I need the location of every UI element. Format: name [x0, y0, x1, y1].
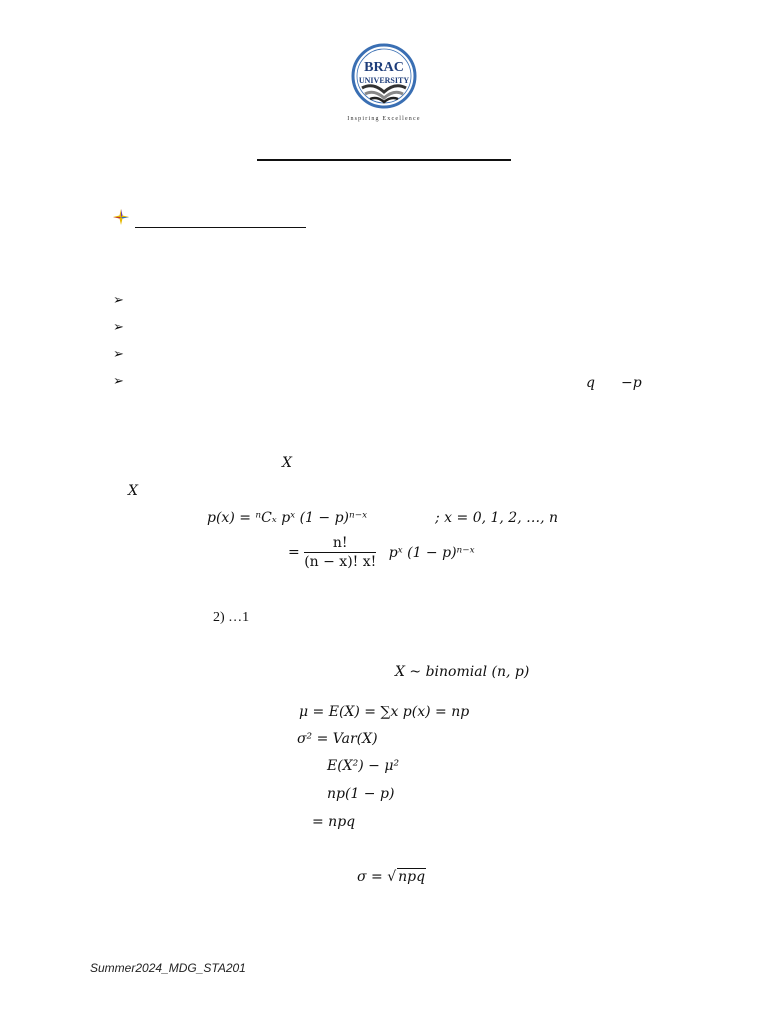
pmf-formula: p(x) = ⁿCₓ pˣ (1 − p)ⁿ⁻ˣ: [207, 510, 368, 526]
random-variable-x: X: [282, 455, 292, 471]
four-point-star-icon: [112, 208, 130, 226]
variance-formula: σ² = Var(X): [297, 731, 378, 747]
binomial-notation: X ~ binomial (n, p): [395, 664, 530, 680]
pmf-equals: =: [288, 544, 300, 561]
sd-radicand: npq: [398, 869, 426, 885]
footer-course-code: Summer2024_MDG_STA201: [90, 961, 246, 975]
pmf-support: ; x = 0, 1, 2, …, n: [435, 510, 559, 526]
pmf-expanded: [288, 535, 475, 570]
sd-lhs: σ =: [357, 869, 388, 885]
bullet4-minus-p: −p: [621, 375, 642, 391]
bullet-arrow-icon: ➢: [113, 293, 124, 308]
factorial-fraction: [304, 535, 376, 570]
variance-step-1: E(X²) − μ²: [327, 758, 400, 774]
sqrt-sign: √: [387, 869, 397, 885]
mean-formula: μ = E(X) = ∑x p(x) = np: [299, 704, 470, 720]
bullet-arrow-icon: ➢: [113, 374, 124, 389]
fraction-numerator: n!: [304, 535, 376, 553]
logo-tagline: Inspiring Excellence: [347, 116, 421, 122]
bullet-arrow-icon: ➢: [113, 320, 124, 335]
pmf-powers: pˣ (1 − p)ⁿ⁻ˣ: [388, 544, 475, 561]
logo-line1: BRAC: [364, 60, 404, 75]
side-note: 2) …1: [213, 610, 250, 625]
brac-university-logo: [340, 42, 430, 128]
random-variable-x-2: X: [128, 483, 138, 499]
title-underline: [257, 159, 511, 161]
bullet-arrow-icon: ➢: [113, 347, 124, 362]
variance-step-2: np(1 − p): [327, 786, 395, 802]
variance-step-3: = npq: [312, 814, 356, 830]
bullet4-q: q: [586, 375, 595, 391]
logo-line2: UNIVERSITY: [358, 76, 410, 85]
standard-deviation-formula: [357, 868, 426, 885]
section-heading-underline: [135, 227, 306, 228]
fraction-denominator: (n − x)! x!: [304, 554, 377, 570]
